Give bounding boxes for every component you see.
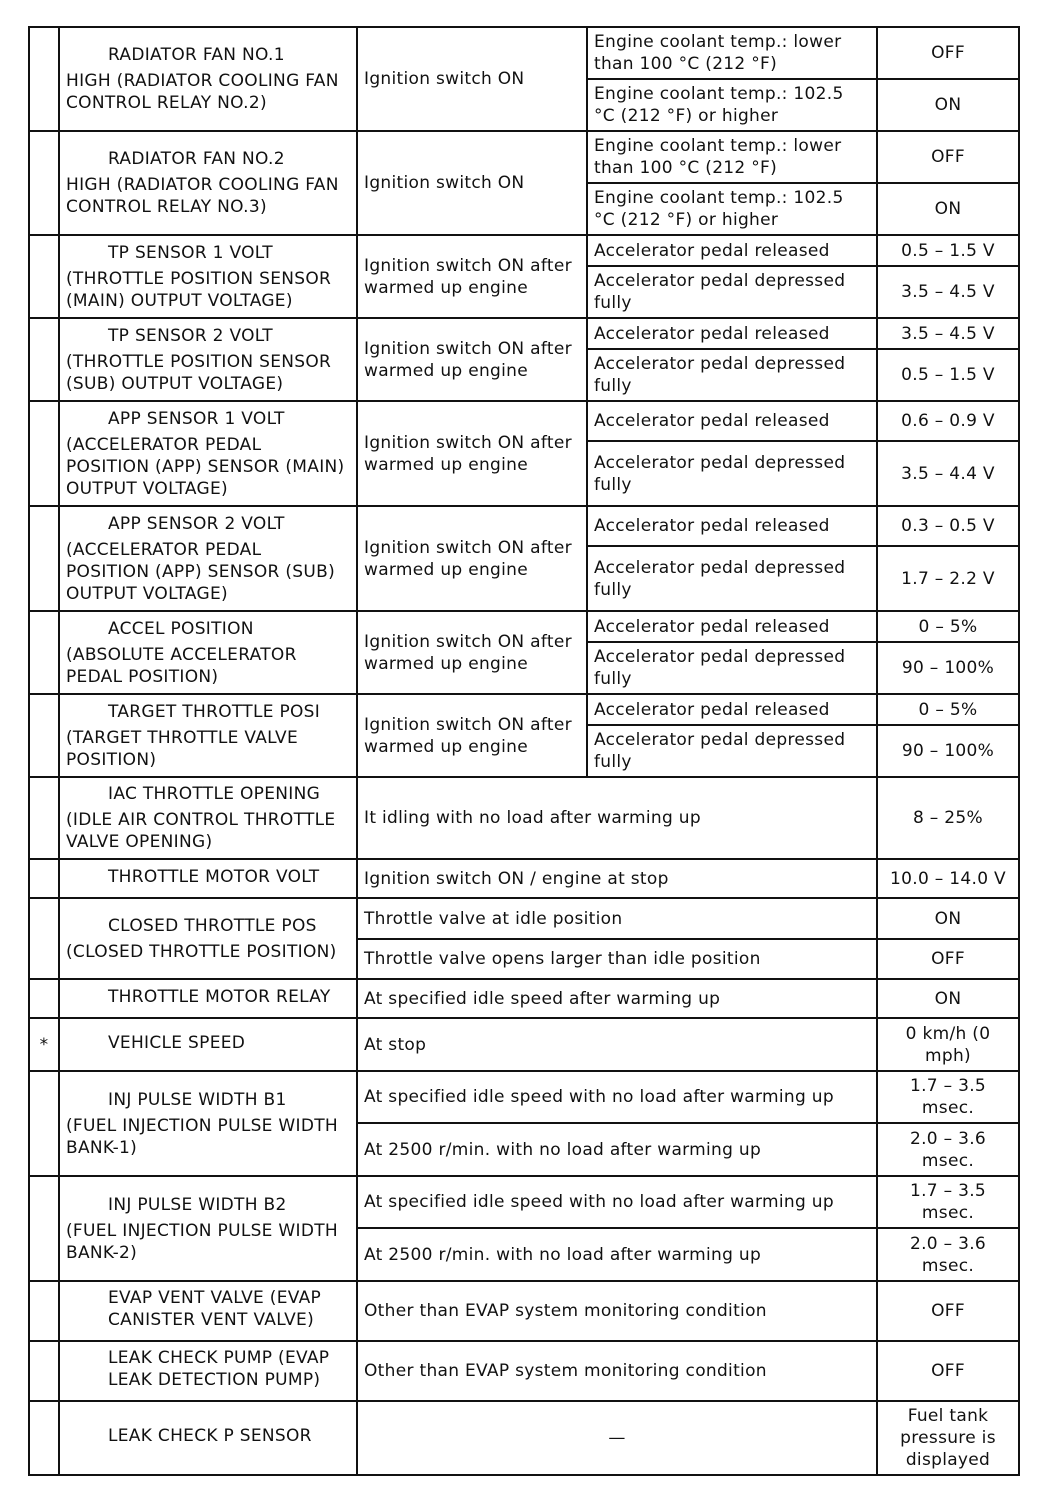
table-row bbox=[29, 1176, 1019, 1228]
value-cell: 3.5 – 4.4 V bbox=[877, 441, 1019, 506]
note-mark: * bbox=[29, 1018, 59, 1071]
item-cell bbox=[59, 1341, 357, 1401]
item-title: THROTTLE MOTOR VOLT bbox=[108, 866, 320, 887]
item-title: APP SENSOR 1 VOLT bbox=[108, 408, 285, 429]
note-mark bbox=[29, 27, 59, 131]
value-cell: OFF bbox=[877, 1281, 1019, 1341]
item-cell bbox=[59, 1176, 357, 1281]
item-cell bbox=[59, 1401, 357, 1475]
item-description: (ABSOLUTE ACCELERATOR PEDAL POSITION) bbox=[66, 644, 297, 687]
value-cell: ON bbox=[877, 979, 1019, 1018]
value-cell: 0.3 – 0.5 V bbox=[877, 506, 1019, 546]
sub-condition-cell: At specified idle speed with no load after warming up bbox=[357, 1176, 877, 1228]
item-description: (ACCELERATOR PEDAL POSITION (APP) SENSOR (SUB) OUTPUT VOLTAGE) bbox=[66, 539, 336, 604]
item-title: RADIATOR FAN NO.2 bbox=[108, 149, 285, 169]
value-cell: 0 – 5% bbox=[877, 611, 1019, 642]
note-mark bbox=[29, 318, 59, 401]
sub-condition-cell: Accelerator pedal released bbox=[587, 401, 877, 441]
sub-condition-cell: At 2500 r/min. with no load after warming up bbox=[357, 1123, 877, 1176]
table-row bbox=[29, 1018, 1019, 1071]
sub-condition-cell: At 2500 r/min. with no load after warming up bbox=[357, 1228, 877, 1281]
value-cell: OFF bbox=[877, 131, 1019, 183]
sub-condition-cell: Ignition switch ON / engine at stop bbox=[357, 859, 877, 898]
item-cell bbox=[59, 318, 357, 401]
table-row bbox=[29, 1401, 1019, 1475]
note-mark bbox=[29, 1401, 59, 1475]
note-mark bbox=[29, 506, 59, 611]
item-description: HIGH (RADIATOR COOLING FAN CONTROL RELAY NO.3) bbox=[66, 175, 339, 217]
value-cell: OFF bbox=[877, 939, 1019, 979]
condition-cell: Ignition switch ON after warmed up engine bbox=[357, 318, 587, 401]
sub-condition-cell: Accelerator pedal depressed fully bbox=[587, 349, 877, 401]
item-description: (CLOSED THROTTLE POSITION) bbox=[66, 941, 337, 962]
table-row bbox=[29, 506, 1019, 546]
value-cell: 0.5 – 1.5 V bbox=[877, 235, 1019, 266]
table-row bbox=[29, 898, 1019, 939]
sub-condition-cell: At specified idle speed with no load after warming up bbox=[357, 1071, 877, 1123]
table-row bbox=[29, 1281, 1019, 1341]
value-cell: 2.0 – 3.6 msec. bbox=[877, 1123, 1019, 1176]
item-title: VEHICLE SPEED bbox=[108, 1032, 246, 1053]
item-cell bbox=[59, 401, 357, 506]
note-mark bbox=[29, 1176, 59, 1281]
sub-condition-cell: — bbox=[357, 1401, 877, 1475]
sub-condition-cell: Accelerator pedal depressed fully bbox=[587, 441, 877, 506]
table-row bbox=[29, 318, 1019, 349]
value-cell: 0.6 – 0.9 V bbox=[877, 401, 1019, 441]
condition-cell: Ignition switch ON after warmed up engine bbox=[357, 694, 587, 777]
sub-condition-cell: Other than EVAP system monitoring condition bbox=[357, 1281, 877, 1341]
condition-cell: Ignition switch ON after warmed up engine bbox=[357, 401, 587, 506]
item-description: (THROTTLE POSITION SENSOR (SUB) OUTPUT VOLTAGE) bbox=[66, 351, 332, 394]
condition-cell: Ignition switch ON after warmed up engine bbox=[357, 235, 587, 318]
item-title: CLOSED THROTTLE POS bbox=[108, 915, 317, 936]
table-row bbox=[29, 27, 1019, 79]
value-cell: 3.5 – 4.5 V bbox=[877, 266, 1019, 318]
item-title: LEAK CHECK PUMP (EVAP LEAK DETECTION PUMP) bbox=[108, 1348, 330, 1390]
table-row bbox=[29, 401, 1019, 441]
item-title: LEAK CHECK P SENSOR bbox=[108, 1426, 312, 1446]
sub-condition-cell: Accelerator pedal released bbox=[587, 694, 877, 725]
spec-table bbox=[28, 26, 1020, 1476]
item-description: (IDLE AIR CONTROL THROTTLE VALVE OPENING) bbox=[66, 810, 336, 852]
note-mark bbox=[29, 859, 59, 898]
item-description: (THROTTLE POSITION SENSOR (MAIN) OUTPUT VOLTAGE) bbox=[66, 268, 332, 311]
condition-cell: Ignition switch ON bbox=[357, 27, 587, 131]
item-description: (TARGET THROTTLE VALVE POSITION) bbox=[66, 727, 299, 770]
item-title: TP SENSOR 2 VOLT bbox=[108, 325, 273, 346]
sub-condition-cell: Engine coolant temp.: lower than 100 °C (212 °F) bbox=[587, 27, 877, 79]
sub-condition-cell: Accelerator pedal depressed fully bbox=[587, 266, 877, 318]
value-cell: 1.7 – 3.5 msec. bbox=[877, 1071, 1019, 1123]
table-row bbox=[29, 777, 1019, 859]
note-mark bbox=[29, 694, 59, 777]
table-row bbox=[29, 694, 1019, 725]
value-cell: 0.5 – 1.5 V bbox=[877, 349, 1019, 401]
note-mark bbox=[29, 131, 59, 235]
item-description: (FUEL INJECTION PULSE WIDTH BANK-2) bbox=[66, 1220, 339, 1263]
sub-condition-cell: Accelerator pedal released bbox=[587, 318, 877, 349]
value-cell: 8 – 25% bbox=[877, 777, 1019, 859]
note-mark bbox=[29, 979, 59, 1018]
item-cell bbox=[59, 1071, 357, 1176]
note-mark bbox=[29, 1341, 59, 1401]
table-row bbox=[29, 979, 1019, 1018]
note-mark bbox=[29, 898, 59, 979]
sub-condition-cell: Accelerator pedal released bbox=[587, 235, 877, 266]
item-title: IAC THROTTLE OPENING bbox=[108, 784, 321, 804]
item-cell bbox=[59, 235, 357, 318]
note-mark bbox=[29, 1071, 59, 1176]
value-cell: OFF bbox=[877, 1341, 1019, 1401]
item-description: (FUEL INJECTION PULSE WIDTH BANK-1) bbox=[66, 1115, 339, 1158]
item-cell bbox=[59, 27, 357, 131]
condition-cell: Ignition switch ON after warmed up engine bbox=[357, 506, 587, 611]
item-title: TP SENSOR 1 VOLT bbox=[108, 242, 273, 263]
item-description: (ACCELERATOR PEDAL POSITION (APP) SENSOR (MAIN) OUTPUT VOLTAGE) bbox=[66, 434, 345, 499]
value-cell: 1.7 – 3.5 msec. bbox=[877, 1176, 1019, 1228]
value-cell: 0 km/h (0 mph) bbox=[877, 1018, 1019, 1071]
item-title: THROTTLE MOTOR RELAY bbox=[108, 986, 331, 1007]
sub-condition-cell: Accelerator pedal depressed fully bbox=[587, 725, 877, 777]
item-cell bbox=[59, 131, 357, 235]
sub-condition-cell: Throttle valve at idle position bbox=[357, 898, 877, 939]
item-title: INJ PULSE WIDTH B2 bbox=[108, 1194, 287, 1215]
item-cell bbox=[59, 898, 357, 979]
value-cell: 1.7 – 2.2 V bbox=[877, 546, 1019, 611]
item-cell bbox=[59, 859, 357, 898]
item-title: APP SENSOR 2 VOLT bbox=[108, 513, 285, 534]
value-cell: OFF bbox=[877, 27, 1019, 79]
table-row bbox=[29, 1071, 1019, 1123]
condition-cell: Ignition switch ON bbox=[357, 131, 587, 235]
sub-condition-cell: It idling with no load after warming up bbox=[357, 777, 877, 859]
condition-cell: Ignition switch ON after warmed up engine bbox=[357, 611, 587, 694]
item-cell bbox=[59, 506, 357, 611]
sub-condition-cell: Throttle valve opens larger than idle position bbox=[357, 939, 877, 979]
sub-condition-cell: Accelerator pedal released bbox=[587, 506, 877, 546]
value-cell: Fuel tank pressure is displayed bbox=[877, 1401, 1019, 1475]
value-cell: 90 – 100% bbox=[877, 642, 1019, 694]
value-cell: 2.0 – 3.6 msec. bbox=[877, 1228, 1019, 1281]
note-mark bbox=[29, 235, 59, 318]
note-mark bbox=[29, 1281, 59, 1341]
sub-condition-cell: Engine coolant temp.: 102.5 °C (212 °F) or higher bbox=[587, 183, 877, 235]
value-cell: ON bbox=[877, 79, 1019, 131]
note-mark bbox=[29, 611, 59, 694]
item-title: INJ PULSE WIDTH B1 bbox=[108, 1089, 287, 1110]
item-cell bbox=[59, 1018, 357, 1071]
item-title: ACCEL POSITION bbox=[108, 618, 254, 639]
sub-condition-cell: Accelerator pedal released bbox=[587, 611, 877, 642]
item-cell bbox=[59, 1281, 357, 1341]
value-cell: 10.0 – 14.0 V bbox=[877, 859, 1019, 898]
sub-condition-cell: Engine coolant temp.: 102.5 °C (212 °F) or higher bbox=[587, 79, 877, 131]
item-cell bbox=[59, 979, 357, 1018]
value-cell: 0 – 5% bbox=[877, 694, 1019, 725]
value-cell: 3.5 – 4.5 V bbox=[877, 318, 1019, 349]
sub-condition-cell: At specified idle speed after warming up bbox=[357, 979, 877, 1018]
table-row bbox=[29, 859, 1019, 898]
item-cell bbox=[59, 611, 357, 694]
item-title: RADIATOR FAN NO.1 bbox=[108, 45, 285, 65]
table-row bbox=[29, 1341, 1019, 1401]
sub-condition-cell: Other than EVAP system monitoring condition bbox=[357, 1341, 877, 1401]
item-title: TARGET THROTTLE POSI bbox=[108, 701, 321, 722]
value-cell: ON bbox=[877, 183, 1019, 235]
note-mark bbox=[29, 777, 59, 859]
item-title: EVAP VENT VALVE (EVAP CANISTER VENT VALVE) bbox=[108, 1288, 322, 1330]
item-description: HIGH (RADIATOR COOLING FAN CONTROL RELAY NO.2) bbox=[66, 71, 339, 113]
value-cell: 90 – 100% bbox=[877, 725, 1019, 777]
sub-condition-cell: Accelerator pedal depressed fully bbox=[587, 642, 877, 694]
note-mark bbox=[29, 401, 59, 506]
sub-condition-cell: Engine coolant temp.: lower than 100 °C (212 °F) bbox=[587, 131, 877, 183]
sub-condition-cell: Accelerator pedal depressed fully bbox=[587, 546, 877, 611]
table-row bbox=[29, 131, 1019, 183]
value-cell: ON bbox=[877, 898, 1019, 939]
item-cell bbox=[59, 694, 357, 777]
table-row bbox=[29, 611, 1019, 642]
sub-condition-cell: At stop bbox=[357, 1018, 877, 1071]
table-row bbox=[29, 235, 1019, 266]
item-cell bbox=[59, 777, 357, 859]
